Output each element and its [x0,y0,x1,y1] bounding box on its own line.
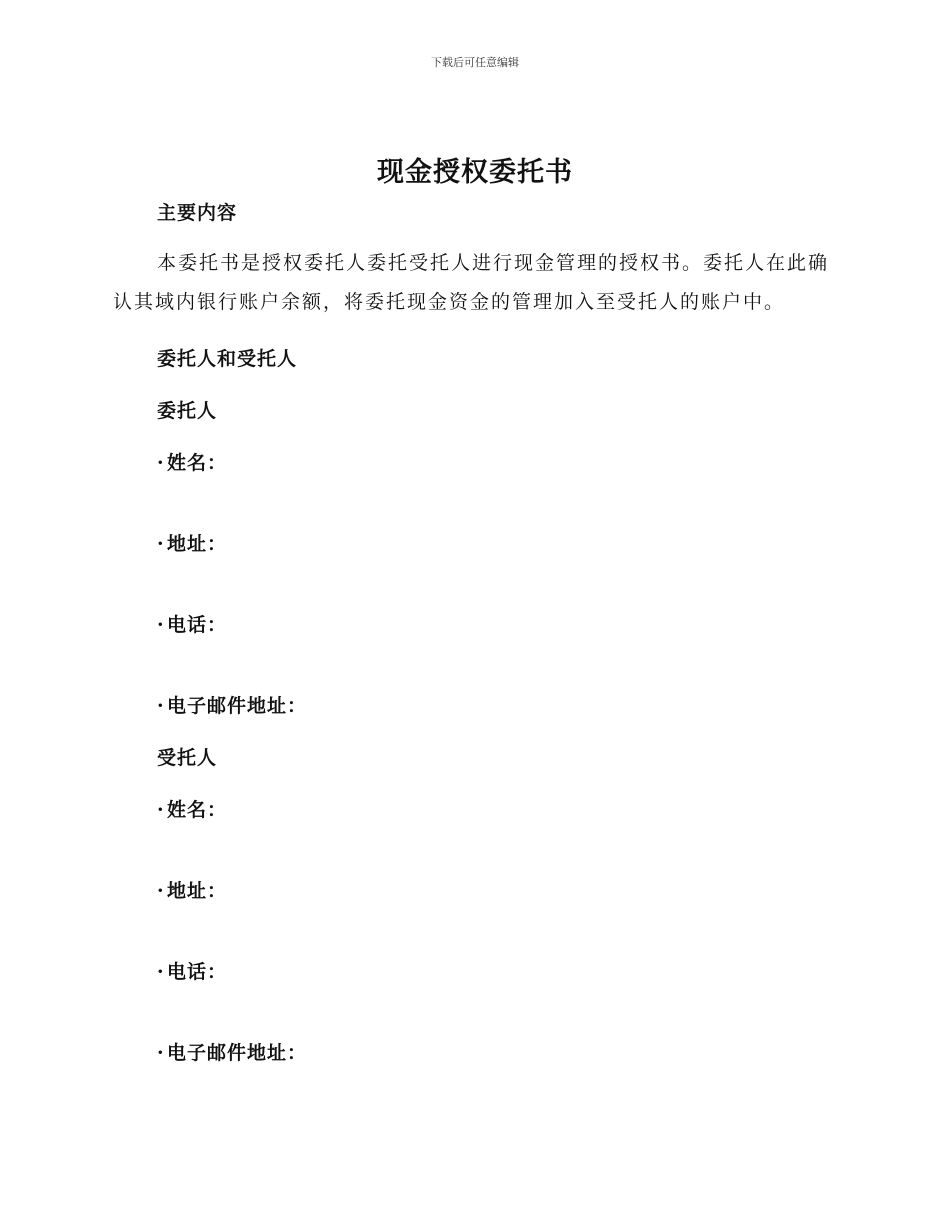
principal-phone-field [157,610,227,637]
principal-name-label: 姓名： [167,452,228,474]
section-heading-parties: 委托人和受托人 [157,348,298,370]
agent-email-label: 电子邮件地址： [167,1042,308,1064]
agent-address-label: 地址： [167,880,228,902]
bullet-icon: · [157,695,165,717]
principal-phone-label: 电话： [167,614,228,636]
bullet-icon: · [157,880,165,902]
document-title: 现金授权委托书 [377,157,573,188]
agent-name-label: 姓名： [167,799,228,821]
header-note: 下载后可任意编辑 [431,56,519,69]
bullet-icon: · [157,452,165,474]
principal-heading: 委托人 [157,400,218,422]
section-heading-main: 主要内容 [157,202,238,224]
principal-email-field [157,691,307,718]
principal-name-field [157,448,227,475]
agent-address-field [157,876,227,903]
bullet-icon: · [157,1042,165,1064]
agent-phone-label: 电话： [167,961,228,983]
agent-email-field [157,1038,307,1065]
principal-address-field [157,529,227,556]
bullet-icon: · [157,614,165,636]
bullet-icon: · [157,533,165,555]
intro-paragraph: 本委托书是授权委托人委托受托人进行现金管理的授权书。委托人在此确认其域内银行账户余额，将委托现金资金的管理加入至受托人的账户中。 [113,252,830,313]
bullet-icon: · [157,799,165,821]
principal-address-label: 地址： [167,533,228,555]
agent-heading: 受托人 [157,747,218,769]
principal-email-label: 电子邮件地址： [167,695,308,717]
bullet-icon: · [157,961,165,983]
agent-phone-field [157,957,227,984]
agent-name-field [157,795,227,822]
